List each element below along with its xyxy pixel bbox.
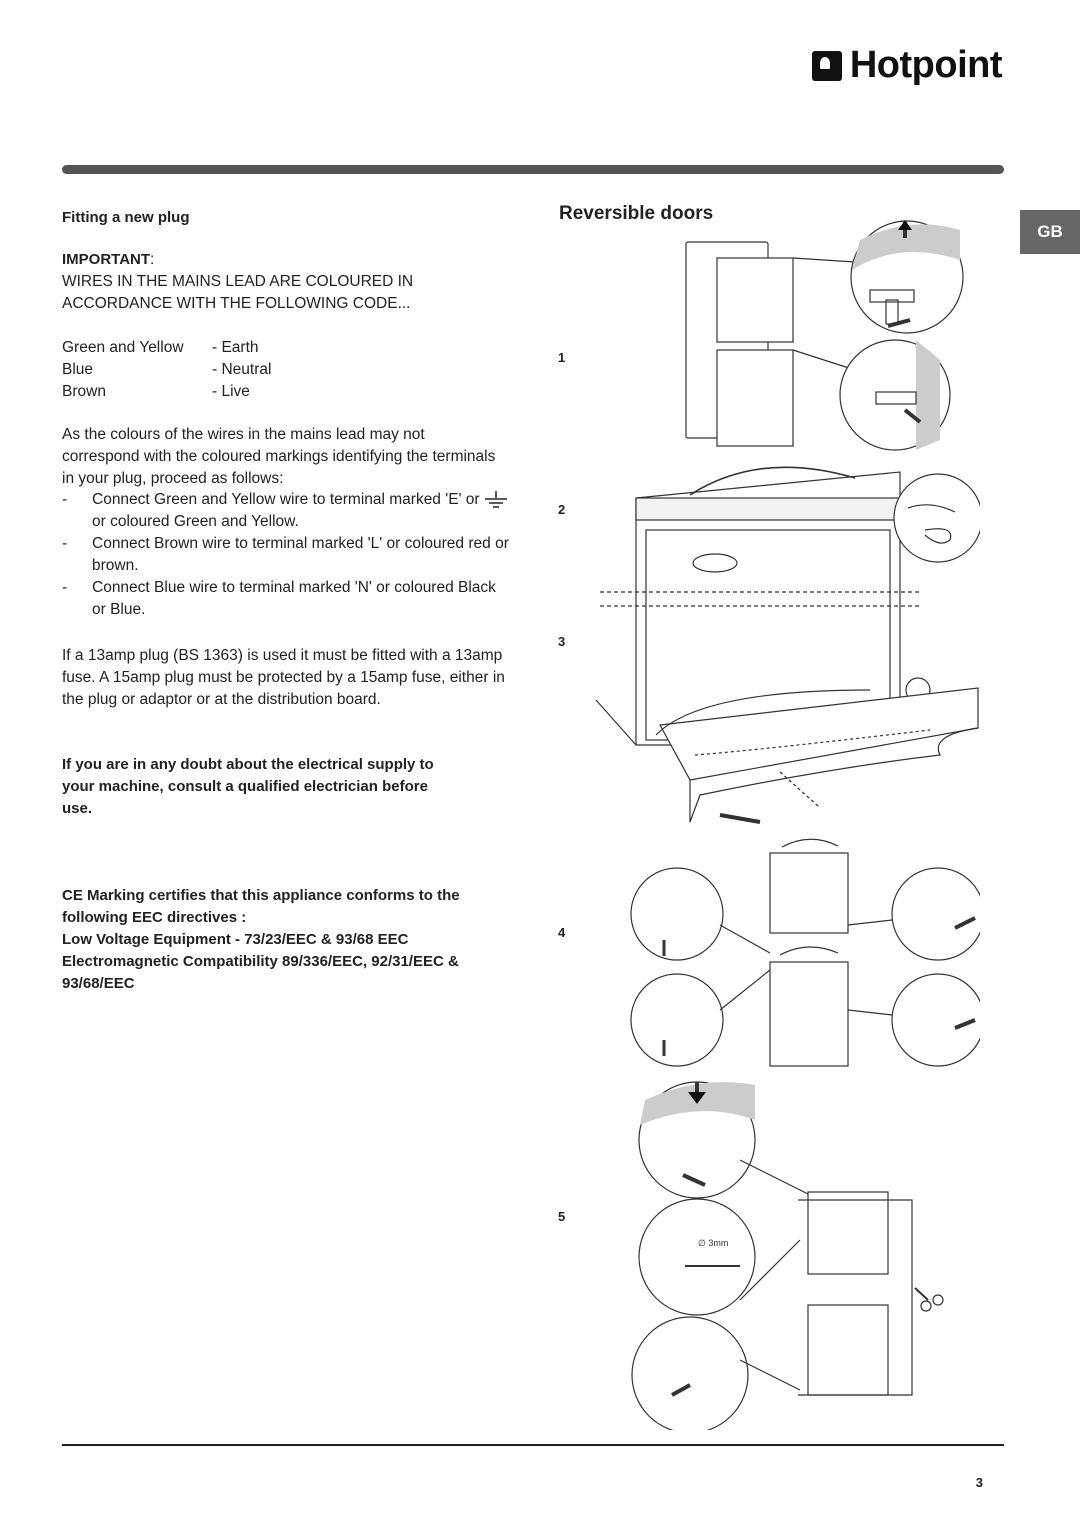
code-colour: Brown xyxy=(62,383,106,400)
table-row xyxy=(62,381,271,403)
upper-door-step4 xyxy=(770,853,848,933)
important-block xyxy=(62,249,512,315)
low-voltage-text: Low Voltage Equipment - 73/23/EEC & 93/68 EEC xyxy=(62,931,409,948)
brand-logo xyxy=(812,44,1002,87)
upper-door xyxy=(717,258,793,342)
wires-line-2: ACCORDANCE WITH THE FOLLOWING CODE... xyxy=(62,295,411,312)
list-item: - Connect Brown wire to terminal marked 'L' or coloured red or brown. xyxy=(62,533,512,577)
footer-rule xyxy=(62,1444,1004,1446)
step-number: 4 xyxy=(558,925,566,940)
logo-mark-icon xyxy=(812,51,842,81)
plug-heading: Fitting a new plug xyxy=(62,209,190,226)
upper-door-step5 xyxy=(808,1192,888,1274)
bullet1-text: Connect Green and Yellow wire to terminal marked 'E' or xyxy=(92,491,480,508)
language-tab: GB xyxy=(1020,210,1080,254)
lower-door-step4 xyxy=(770,962,848,1066)
hinge-detail-left-upper xyxy=(631,868,723,960)
step-number: 3 xyxy=(558,634,566,649)
earth-symbol-icon xyxy=(484,491,508,509)
wires-line-1: WIRES IN THE MAINS LEAD ARE COLOURED IN xyxy=(62,273,414,290)
fuse-paragraph: If a 13amp plug (BS 1363) is used it must be fitted with a 13amp fuse. A 15amp plug must be protected by a 15amp fuse, either in the plug or adaptor or at the distribution board. xyxy=(62,647,505,708)
list-item: - Connect Blue wire to terminal marked 'N' or coloured Black or Blue. xyxy=(62,577,512,621)
lower-door xyxy=(717,350,793,446)
emc-text: Electromagnetic Compatibility 89/336/EEC, 92/31/EEC & 93/68/EEC xyxy=(62,953,459,992)
hinge-detail-right-upper xyxy=(892,868,980,960)
drill-size-label: ∅ 3mm xyxy=(698,1238,729,1248)
table-row xyxy=(62,359,271,381)
ce-paragraph xyxy=(62,885,507,995)
hinge-detail-right-lower xyxy=(892,974,980,1066)
drill-detail xyxy=(639,1199,755,1315)
intro-paragraph: As the colours of the wires in the mains lead may not correspond with the coloured markings identifying the terminals in your plug, proceed as follows: xyxy=(62,426,496,487)
doubt-paragraph: If you are in any doubt about the electrical supply to your machine, consult a qualified electrician before use. xyxy=(62,756,434,817)
hinge-detail-left-lower xyxy=(631,974,723,1066)
list-item: - Connect Green and Yellow wire to terminal marked 'E' or or coloured Green and Yellow. xyxy=(62,489,512,533)
step-number: 2 xyxy=(558,502,566,517)
logo-text: Hotpoint xyxy=(849,44,1002,86)
page-number: 3 xyxy=(975,1475,983,1490)
bullet3-text: Connect Blue wire to terminal marked 'N' or coloured Black or Blue. xyxy=(92,579,496,618)
code-meaning: - Earth xyxy=(212,339,259,356)
bullet1-text-end: or coloured Green and Yellow. xyxy=(92,513,299,530)
ce-text: CE Marking certifies that this appliance conforms to the following EEC directives : xyxy=(62,887,460,926)
lower-door-step5 xyxy=(808,1305,888,1395)
wire-code-table xyxy=(62,337,271,403)
step-number: 5 xyxy=(558,1209,566,1224)
important-colon: : xyxy=(150,251,155,268)
reversible-doors-title: Reversible doors xyxy=(559,203,714,224)
top-cover-detail xyxy=(894,474,980,562)
code-colour: Green and Yellow xyxy=(62,339,184,356)
bullet2-text: Connect Brown wire to terminal marked 'L' or coloured red or brown. xyxy=(92,535,509,574)
bullet-list xyxy=(62,489,512,621)
code-meaning: - Live xyxy=(212,383,250,400)
screw-detail xyxy=(632,1317,748,1430)
table-row xyxy=(62,337,271,359)
plug-heading-block xyxy=(62,207,512,229)
code-colour: Blue xyxy=(62,361,94,378)
code-meaning: - Neutral xyxy=(212,361,272,378)
reversible-doors-illustration xyxy=(580,220,980,1430)
step-number: 1 xyxy=(558,350,566,365)
header-rule xyxy=(62,165,1004,174)
important-label: IMPORTANT xyxy=(62,251,151,268)
